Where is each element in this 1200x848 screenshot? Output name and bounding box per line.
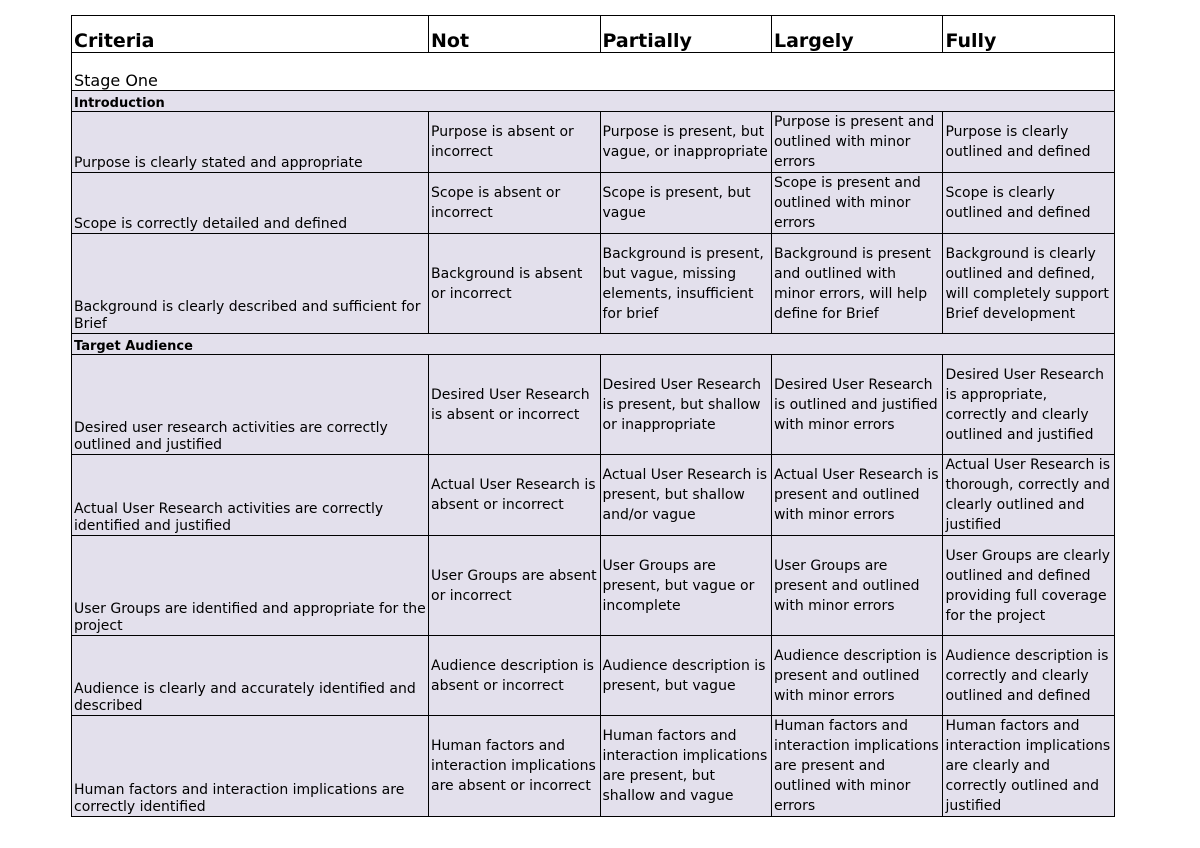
not-cell: Scope is absent or incorrect	[429, 173, 600, 234]
fully-cell: User Groups are clearly outlined and defined providing full coverage for the project	[943, 536, 1115, 636]
largely-cell: Audience description is present and outlined with minor errors	[771, 636, 942, 716]
header-fully: Fully	[943, 16, 1115, 53]
header-not: Not	[429, 16, 600, 53]
fully-cell: Background is clearly outlined and defined, will completely support Brief development	[943, 234, 1115, 334]
largely-cell: Background is present and outlined with minor errors, will help define for Brief	[771, 234, 942, 334]
largely-cell: Actual User Research is present and outlined with minor errors	[771, 455, 942, 536]
partially-cell: Audience description is present, but vague	[600, 636, 771, 716]
criteria-cell: Actual User Research activities are correctly identified and justified	[72, 455, 429, 536]
table-row	[72, 716, 1115, 817]
criteria-cell: Human factors and interaction implications are correctly identified	[72, 716, 429, 817]
not-cell: User Groups are absent or incorrect	[429, 536, 600, 636]
criteria-cell: Audience is clearly and accurately identified and described	[72, 636, 429, 716]
table-row	[72, 234, 1115, 334]
table-row	[72, 455, 1115, 536]
not-cell: Desired User Research is absent or incorrect	[429, 355, 600, 455]
not-cell: Purpose is absent or incorrect	[429, 112, 600, 173]
fully-cell: Audience description is correctly and clearly outlined and defined	[943, 636, 1115, 716]
not-cell: Audience description is absent or incorrect	[429, 636, 600, 716]
fully-cell: Actual User Research is thorough, correctly and clearly outlined and justified	[943, 455, 1115, 536]
header-criteria: Criteria	[72, 16, 429, 53]
partially-cell: Desired User Research is present, but shallow or inappropriate	[600, 355, 771, 455]
table-row	[72, 112, 1115, 173]
stage-row	[72, 53, 1115, 91]
table-row	[72, 173, 1115, 234]
criteria-cell: Background is clearly described and sufficient for Brief	[72, 234, 429, 334]
partially-cell: Actual User Research is present, but shallow and/or vague	[600, 455, 771, 536]
header-partially: Partially	[600, 16, 771, 53]
largely-cell: Desired User Research is outlined and justified with minor errors	[771, 355, 942, 455]
fully-cell: Human factors and interaction implications are clearly and correctly outlined and justified	[943, 716, 1115, 817]
stage-title: Stage One	[72, 53, 1115, 91]
not-cell: Human factors and interaction implications are absent or incorrect	[429, 716, 600, 817]
criteria-cell: Desired user research activities are correctly outlined and justified	[72, 355, 429, 455]
table-row	[72, 536, 1115, 636]
header-row	[72, 16, 1115, 53]
largely-cell: Human factors and interaction implications are present and outlined with minor errors	[771, 716, 942, 817]
section-row	[72, 334, 1115, 355]
partially-cell: Purpose is present, but vague, or inappropriate	[600, 112, 771, 173]
not-cell: Actual User Research is absent or incorrect	[429, 455, 600, 536]
table-row	[72, 636, 1115, 716]
partially-cell: User Groups are present, but vague or incomplete	[600, 536, 771, 636]
partially-cell: Background is present, but vague, missing elements, insufficient for brief	[600, 234, 771, 334]
fully-cell: Purpose is clearly outlined and defined	[943, 112, 1115, 173]
partially-cell: Scope is present, but vague	[600, 173, 771, 234]
not-cell: Background is absent or incorrect	[429, 234, 600, 334]
section-title-target-audience: Target Audience	[72, 334, 1115, 355]
largely-cell: User Groups are present and outlined with minor errors	[771, 536, 942, 636]
rubric-table	[71, 15, 1115, 817]
fully-cell: Desired User Research is appropriate, correctly and clearly outlined and justified	[943, 355, 1115, 455]
section-row	[72, 91, 1115, 112]
fully-cell: Scope is clearly outlined and defined	[943, 173, 1115, 234]
partially-cell: Human factors and interaction implications are present, but shallow and vague	[600, 716, 771, 817]
criteria-cell: Purpose is clearly stated and appropriate	[72, 112, 429, 173]
largely-cell: Scope is present and outlined with minor errors	[771, 173, 942, 234]
table-row	[72, 355, 1115, 455]
header-largely: Largely	[771, 16, 942, 53]
largely-cell: Purpose is present and outlined with minor errors	[771, 112, 942, 173]
section-title-introduction: Introduction	[72, 91, 1115, 112]
criteria-cell: Scope is correctly detailed and defined	[72, 173, 429, 234]
criteria-cell: User Groups are identified and appropriate for the project	[72, 536, 429, 636]
